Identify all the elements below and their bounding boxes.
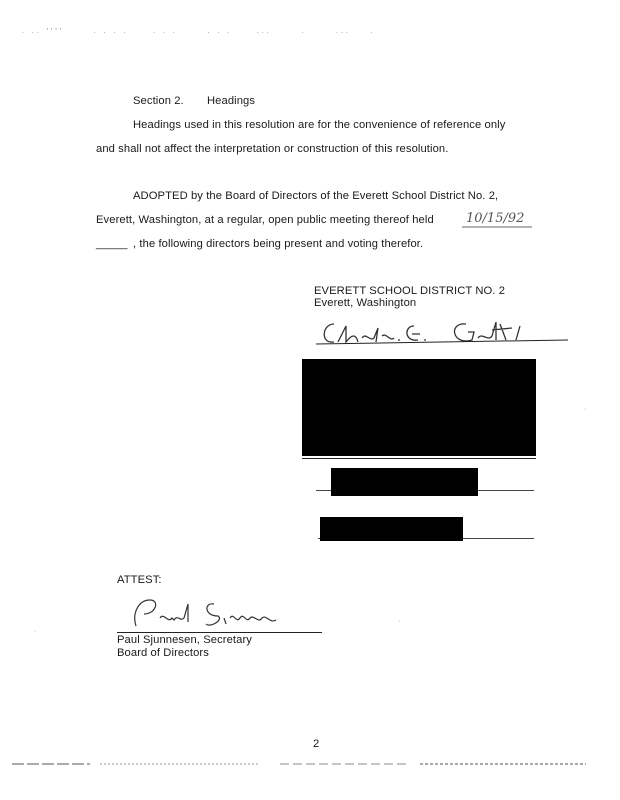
scan-speck: · [34,628,40,635]
signature-line-2 [302,458,536,459]
scan-speck: · [584,406,590,413]
redaction-block-3 [320,517,463,541]
redaction-block-1 [302,359,536,456]
secretary-org: Board of Directors [117,647,209,659]
district-city: Everett, Washington [314,297,417,309]
scan-speck: · [398,618,404,625]
secretary-signature [114,594,334,634]
president-signature [316,312,576,352]
attest-label: ATTEST: [117,574,162,586]
scan-artifact-top: . .. '''' . . . . . . . . . . ... . ... . [22,28,376,35]
paragraph-2-blank: _____ [96,238,128,250]
handwritten-date [462,206,542,230]
redaction-block-2 [331,468,478,496]
svg-text:10/15/92: 10/15/92 [466,211,525,226]
paragraph-2-line-3: , the following directors being present and voting therefor. [133,238,424,250]
paragraph-2-line-1: ADOPTED by the Board of Directors of the Everett School District No. 2, [133,190,499,202]
paragraph-2-line-2: Everett, Washington, at a regular, open public meeting thereof held [96,214,434,226]
paragraph-1-line-2: and shall not affect the interpretation or construction of this resolution. [96,143,449,155]
district-name: EVERETT SCHOOL DISTRICT NO. 2 [314,285,506,297]
secretary-name: Paul Sjunnesen, Secretary [117,634,252,646]
section-title: Headings [207,95,256,107]
page-number: 2 [313,738,320,750]
secretary-signature-line [117,632,322,633]
paragraph-1-line-1: Headings used in this resolution are for the convenience of reference only [133,119,506,131]
scan-artifact-bottom [10,758,590,768]
section-number: Section 2. [133,95,184,107]
